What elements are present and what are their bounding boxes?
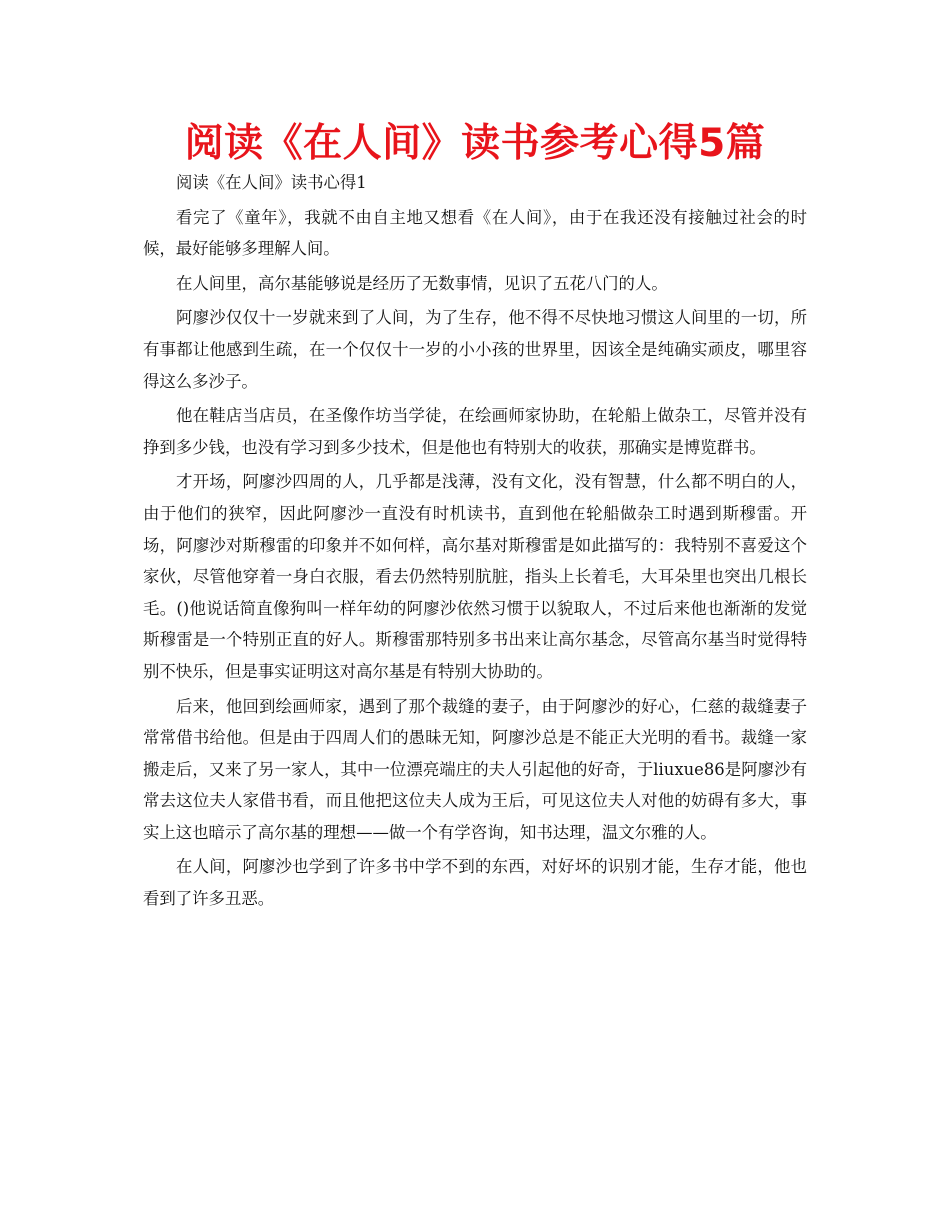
paragraph: 在人间里，高尔基能够说是经历了无数事情，见识了五花八门的人。 (176, 273, 668, 293)
document-title: 阅读《在人间》读书参考心得5篇 (184, 121, 766, 166)
document-body (143, 167, 807, 918)
paragraph: 在人间，阿廖沙也学到了许多书中学不到的东西，对好坏的识别才能，生存才能，他也看到了许多丑恶。 (143, 857, 807, 909)
paragraph-subtitle: 阅读《在人间》读书心得1 (176, 173, 367, 192)
paragraph: 后来，他回到绘画师家，遇到了那个裁缝的妻子，由于阿廖沙的好心，仁慈的裁缝妻子常常借书给他。但是由于四周人们的愚昧无知，阿廖沙总是不能正大光明的看书。裁缝一家搬走后，又来了另一家人，其中一位漂亮端庄的夫人引起他的好奇，于liuxue86是阿廖沙有常去这位夫人家借书看，而且他把这位夫人成为王后，可见这位夫人对他的妨碍有多大，事实上这也暗示了高尔基的理想——做一个有学咨询，知书达理，温文尔雅的人。 (143, 696, 807, 842)
paragraph: 才开场，阿廖沙四周的人，几乎都是浅薄，没有文化，没有智慧，什么都不明白的人，由于他们的狭窄，因此阿廖沙一直没有时机读书，直到他在轮船做杂工时遇到斯穆雷。开场，阿廖沙对斯穆雷的印象并不如何样，高尔基对斯穆雷是如此描写的：我特别不喜爱这个家伙，尽管他穿着一身白衣服，看去仍然特别肮脏，指头上长着毛，大耳朵里也突出几根长毛。()他说话简直像狗叫一样年幼的阿廖沙依然习惯于以貌取人，不过后来他也渐渐的发觉斯穆雷是一个特别正直的好人。斯穆雷那特别多书出来让高尔基念，尽管高尔基当时觉得特别不快乐，但是事实证明这对高尔基是有特别大协助的。 (143, 472, 807, 681)
paragraph: 阿廖沙仅仅十一岁就来到了人间，为了生存，他不得不尽快地习惯这人间里的一切，所有事都让他感到生疏，在一个仅仅十一岁的小小孩的世界里，因该全是纯确实顽皮，哪里容得这么多沙子。 (143, 308, 807, 391)
paragraph: 看完了《童年》，我就不由自主地又想看《在人间》，由于在我还没有接触过社会的时候，最好能够多理解人间。 (143, 207, 807, 259)
paragraph: 他在鞋店当店员，在圣像作坊当学徒，在绘画师家协助，在轮船上做杂工，尽管并没有挣到多少钱，也没有学习到多少技术，但是他也有特别大的收获，那确实是博览群书。 (143, 406, 807, 457)
